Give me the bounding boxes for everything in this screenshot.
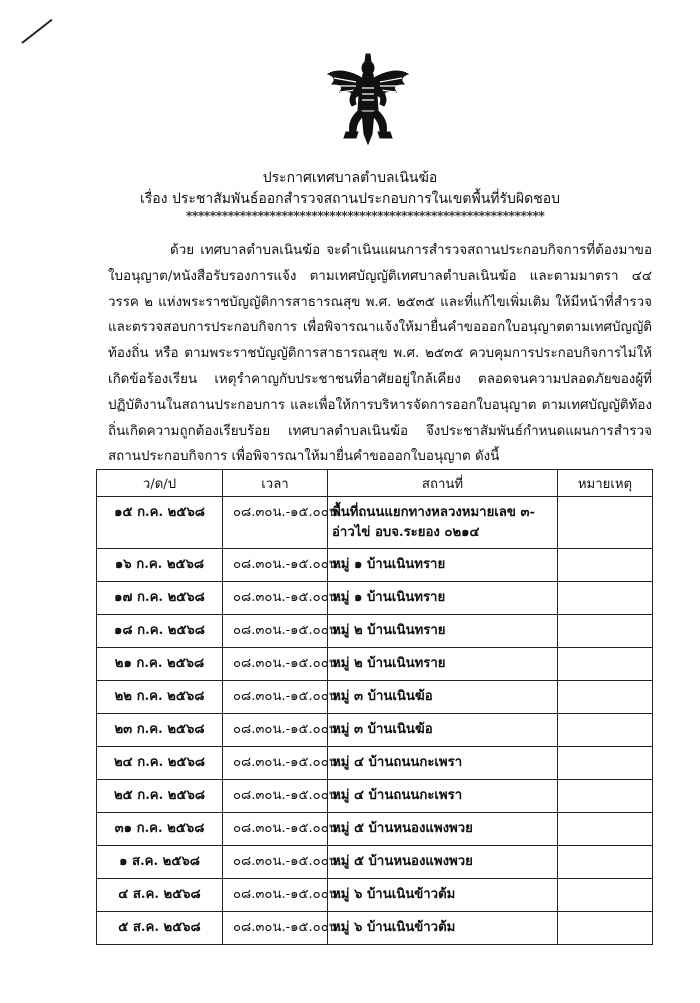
row-time: ๐๘.๓๐น.-๑๕.๐๐น. [223,912,328,945]
row-date: ๑๘ ก.ค. ๒๕๖๘ [97,615,223,648]
row-place: หมู่ ๕ บ้านหนองแพงพวย [328,813,558,846]
row-place: หมู่ ๔ บ้านถนนกะเพรา [328,780,558,813]
row-time: ๐๘.๓๐น.-๑๕.๐๐น. [223,714,328,747]
row-place: หมู่ ๒ บ้านเนินทราย [328,615,558,648]
table-row [97,813,653,846]
announcement-subject: เรื่อง ประชาสัมพันธ์ออกสำรวจสถานประกอบการในเขตพื้นที่รับผิดชอบ [139,191,561,207]
table-row [97,846,653,879]
row-note [558,549,653,582]
header-date: ว/ด/ป [97,470,223,497]
row-place: หมู่ ๓ บ้านเนินฆ้อ [328,714,558,747]
header-place: สถานที่ [328,470,558,497]
row-note [558,846,653,879]
row-date: ๑ ส.ค. ๒๕๖๘ [97,846,223,879]
table-row [97,582,653,615]
row-note [558,879,653,912]
row-note [558,780,653,813]
row-time: ๐๘.๓๐น.-๑๕.๐๐น. [223,846,328,879]
row-date: ๒๒ ก.ค. ๒๕๖๘ [97,681,223,714]
row-date: ๑๖ ก.ค. ๒๕๖๘ [97,549,223,582]
row-date: ๑๗ ก.ค. ๒๕๖๘ [97,582,223,615]
row-date: ๒๑ ก.ค. ๒๕๖๘ [97,648,223,681]
row-note [558,747,653,780]
row-time: ๐๘.๓๐น.-๑๕.๐๐น. [223,549,328,582]
row-place: หมู่ ๑ บ้านเนินทราย [328,582,558,615]
row-note [558,813,653,846]
row-note [558,497,653,549]
table-header-row [97,470,653,497]
survey-schedule-table [96,469,653,945]
row-note [558,714,653,747]
row-place: พื้นที่ถนนแยกทางหลวงหมายเลข ๓-อ่าวไข่ อบจ.ระยอง ๐๒๑๔ [328,497,558,549]
row-time: ๐๘.๓๐น.-๑๕.๐๐น. [223,497,328,549]
row-note [558,681,653,714]
row-time: ๐๘.๓๐น.-๑๕.๐๐น. [223,780,328,813]
row-place: หมู่ ๖ บ้านเนินข้าวต้ม [328,879,558,912]
row-date: ๕ ส.ค. ๒๕๖๘ [97,912,223,945]
row-place: หมู่ ๒ บ้านเนินทราย [328,648,558,681]
table-row [97,549,653,582]
body-paragraph: ด้วย เทศบาลตำบลเนินฆ้อ จะดำเนินแผนการสำรวจสถานประกอบกิจการที่ต้องมาขอใบอนุญาต/หนังสือรับรองการแจ้ง ตามเทศบัญญัติเทศบาลตำบลเนินฆ้อ และตามมาตรา ๔๔ วรรค ๒ แห่งพระราชบัญญัติการสาธารณสุข พ.ศ. ๒๕๓๕ และที่แก้ไขเพิ่มเติม ให้มีหน้าที่สำรวจและตรวจสอบการประกอบกิจการ เพื่อพิจารณาแจ้งให้มายื่นคำขอออกใบอนุญาตตามเทศบัญญัติท้องถิ่น หรือ ตามพระราชบัญญัติการสาธารณสุข พ.ศ. ๒๕๓๕ ควบคุมการประกอบกิจการไม่ให้เกิดข้อร้องเรียน เหตุรำคาญกับประชาชนที่อาศัยอยู่ใกล้เคียง ตลอดจนความปลอดภัยของผู้ที่ปฏิบัติงานในสถานประกอบการ และเพื่อให้การบริหารจัดการออกใบอนุญาต ตามเทศบัญญัติท้องถิ่นเกิดความถูกต้องเรียบร้อย เทศบาลตำบลเนินฆ้อ จึงประชาสัมพันธ์กำหนดแผนการสำรวจสถานประกอบกิจการ เพื่อพิจารณาให้มายื่นคำขอออกใบอนุญาต ดังนี้ [108,243,652,465]
row-date: ๒๕ ก.ค. ๒๕๖๘ [97,780,223,813]
row-date: ๓๑ ก.ค. ๒๕๖๘ [97,813,223,846]
table-row [97,615,653,648]
row-time: ๐๘.๓๐น.-๑๕.๐๐น. [223,648,328,681]
row-date: ๑๕ ก.ค. ๒๕๖๘ [97,497,223,549]
table-row [97,497,653,549]
row-place: หมู่ ๓ บ้านเนินฆ้อ [328,681,558,714]
garuda-emblem-icon [326,52,410,148]
row-place: หมู่ ๖ บ้านเนินข้าวต้ม [328,912,558,945]
table-row [97,648,653,681]
row-time: ๐๘.๓๐น.-๑๕.๐๐น. [223,813,328,846]
table-row [97,780,653,813]
row-note [558,648,653,681]
table-row [97,879,653,912]
row-time: ๐๘.๓๐น.-๑๕.๐๐น. [223,879,328,912]
header-time: เวลา [223,470,328,497]
row-time: ๐๘.๓๐น.-๑๕.๐๐น. [223,681,328,714]
header-note: หมายเหตุ [558,470,653,497]
row-note [558,582,653,615]
announcement-title: ประกาศเทศบาลตำบลเนินฆ้อ [262,170,438,186]
slash-mark-icon [21,19,52,44]
row-place: หมู่ ๕ บ้านหนองแพงพวย [328,846,558,879]
row-note [558,615,653,648]
row-place: หมู่ ๑ บ้านเนินทราย [328,549,558,582]
table-row [97,747,653,780]
row-place: หมู่ ๔ บ้านถนนกะเพรา [328,747,558,780]
row-date: ๒๓ ก.ค. ๒๕๖๘ [97,714,223,747]
row-note [558,912,653,945]
table-row [97,714,653,747]
row-date: ๔ ส.ค. ๒๕๖๘ [97,879,223,912]
separator-line: ************************************************************ [186,210,545,222]
table-row [97,912,653,945]
row-time: ๐๘.๓๐น.-๑๕.๐๐น. [223,615,328,648]
row-date: ๒๔ ก.ค. ๒๕๖๘ [97,747,223,780]
row-time: ๐๘.๓๐น.-๑๕.๐๐น. [223,747,328,780]
row-time: ๐๘.๓๐น.-๑๕.๐๐น. [223,582,328,615]
table-row [97,681,653,714]
